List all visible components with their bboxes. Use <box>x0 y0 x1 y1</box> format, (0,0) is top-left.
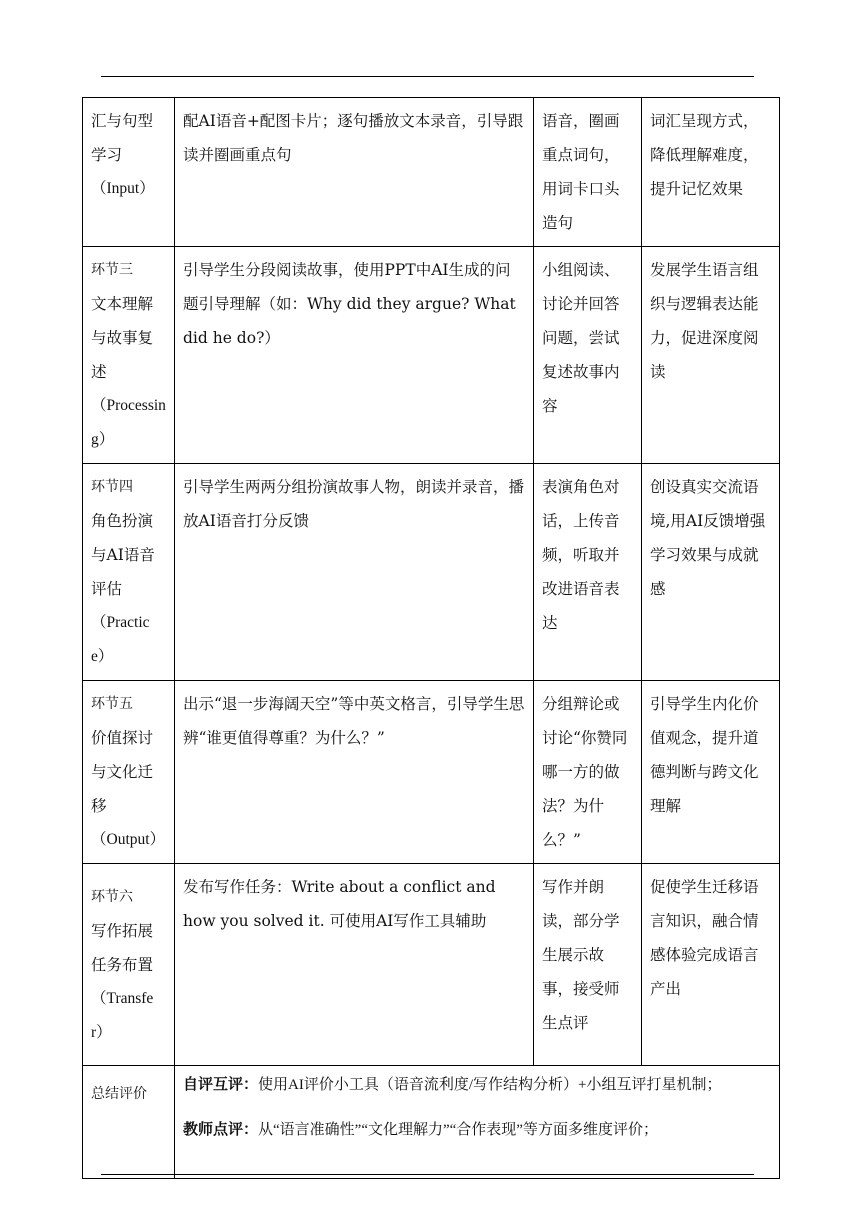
summary-label: 总结评价 <box>91 1086 147 1102</box>
stage-name: 角色扮演与AI语音评估 <box>91 512 155 598</box>
summary-label-cell <box>83 1066 175 1179</box>
self-peer-label: 自评互评： <box>183 1075 259 1093</box>
summary-row <box>83 1066 780 1179</box>
purpose-cell <box>642 864 780 1066</box>
teacher-activity: 发布写作任务：Write about a conflict and how you solved it. 可使用AI写作工具辅助 <box>183 878 496 930</box>
footer-rule <box>101 1174 754 1175</box>
teacher-activity-cell <box>175 864 534 1066</box>
student-activity: 分组辩论或讨论“你赞同哪一方的做法？为什么？” <box>542 695 628 849</box>
teacher-activity: 配AI语音+配图卡片；逐句播放文本录音，引导跟读并圈画重点句 <box>183 112 524 164</box>
stage-english: （ Input ） <box>91 172 166 206</box>
student-activity: 表演角色对话，上传音频，听取并改进语音表达 <box>542 478 620 632</box>
teacher-activity: 出示“退一步海阔天空”等中英文格言，引导学生思辨“谁更值得尊重？为什么？” <box>183 695 525 747</box>
design-purpose: 促使学生迁移语言知识，融合情感体验完成语言产出 <box>650 878 759 998</box>
stage-cell <box>83 864 175 1066</box>
self-peer-text: 使用AI评价小工具（语音流利度/写作结构分析）+小组互评打星机制； <box>258 1077 722 1093</box>
teacher-activity: 引导学生两两分组扮演故事人物，朗读并录音，播放AI语音打分反馈 <box>183 478 525 530</box>
stage-english: （ Practice ） <box>91 606 166 674</box>
teacher-evaluation-text: 从“语言准确性”“文化理解力”“合作表现”等方面多维度评价； <box>258 1122 658 1138</box>
stage-cell <box>83 464 175 681</box>
lesson-plan-table <box>82 97 780 1179</box>
stage-name: 价值探讨与文化迁移 <box>91 729 154 815</box>
design-purpose: 词汇呈现方式，降低理解难度，提升记忆效果 <box>650 112 759 198</box>
purpose-cell <box>642 681 780 864</box>
teacher-evaluation <box>183 1117 771 1142</box>
teacher-activity-cell <box>175 98 534 247</box>
stage-tag: 环节六 <box>91 888 133 905</box>
table-row <box>83 864 780 1066</box>
student-activity-cell <box>534 247 642 464</box>
table-row <box>83 681 780 864</box>
student-activity-cell <box>534 464 642 681</box>
stage-name: 写作拓展任务布置 <box>91 921 154 974</box>
stage-tag: 环节四 <box>91 479 133 495</box>
teacher-activity-cell <box>175 464 534 681</box>
design-purpose: 创设真实交流语境,用AI反馈增强学习效果与成就感 <box>650 478 766 598</box>
student-activity-cell <box>534 98 642 247</box>
stage-tag: 环节三 <box>91 262 133 278</box>
purpose-cell <box>642 98 780 247</box>
student-activity: 写作并朗读，部分学生展示故事，接受师生点评 <box>542 878 620 1032</box>
stage-english: （ Transfer ） <box>91 982 166 1050</box>
teacher-activity-cell <box>175 247 534 464</box>
teacher-activity: 引导学生分段阅读故事，使用PPT中AI生成的问题引导理解（如：Why did they argue? What did he do?） <box>183 261 516 347</box>
teacher-evaluation-label: 教师点评： <box>183 1120 259 1138</box>
purpose-cell <box>642 247 780 464</box>
student-activity: 小组阅读、讨论并回答问题，尝试复述故事内容 <box>542 261 620 415</box>
teacher-activity-cell <box>175 681 534 864</box>
design-purpose: 引导学生内化价值观念，提升道德判断与跨文化理解 <box>650 695 759 815</box>
purpose-cell <box>642 464 780 681</box>
table-row <box>83 464 780 681</box>
stage-cell <box>83 98 175 247</box>
student-activity: 语音，圈画重点词句，用词卡口头造句 <box>542 112 620 232</box>
stage-name: 文本理解与故事复述 <box>91 295 154 381</box>
student-activity-cell <box>534 681 642 864</box>
stage-tag: 环节五 <box>91 696 133 712</box>
header-rule <box>101 76 754 77</box>
stage-cell <box>83 247 175 464</box>
student-activity-cell <box>534 864 642 1066</box>
stage-cell <box>83 681 175 864</box>
table-row <box>83 98 780 247</box>
design-purpose: 发展学生语言组织与逻辑表达能力，促进深度阅读 <box>650 261 759 381</box>
summary-content-cell <box>175 1066 780 1179</box>
stage-english: （ Processing ） <box>91 389 166 457</box>
self-peer-evaluation <box>183 1072 771 1097</box>
stage-name: 汇与句型学习 <box>91 112 154 164</box>
table-row <box>83 247 780 464</box>
stage-english: （ Output ） <box>91 823 166 857</box>
